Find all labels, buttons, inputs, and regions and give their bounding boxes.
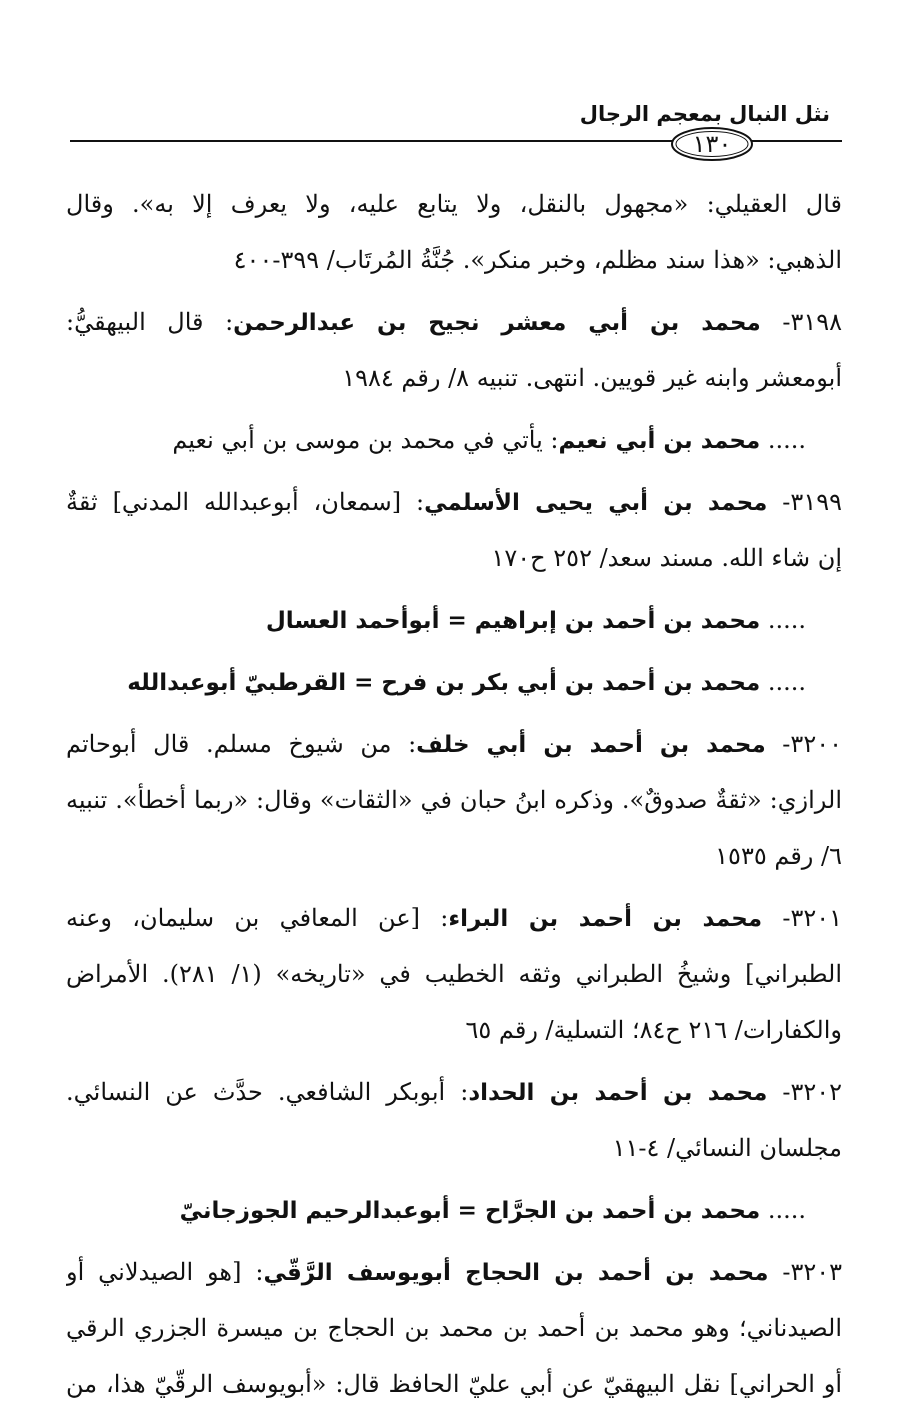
- entry-text: : أبوبكر الشافعي. حدَّث عن النسائي.: [66, 1078, 469, 1106]
- entry-heading: محمد بن أحمد بن الجرَّاح = أبوعبدالرحيم الجوزجانيّ: [179, 1198, 761, 1224]
- text-line: [66, 1300, 842, 1356]
- entry-text: الصيدناني؛ وهو محمد بن أحمد بن محمد بن الحجاج بن ميسرة الجزري الرقي: [66, 1314, 842, 1342]
- entry-text: : يأتي في محمد بن موسى بن أبي نعيم: [172, 426, 559, 454]
- entry-text: : من شيوخ مسلم. قال أبوحاتم: [66, 730, 417, 758]
- entry-text: : [هو الصيدلاني أو: [66, 1258, 264, 1286]
- entry-text: ٣٢٠٣-: [768, 1258, 842, 1286]
- entry-text: ٣١٩٩-: [767, 488, 842, 516]
- text-line: [66, 1002, 842, 1058]
- entry-text: ٣٢٠٢-: [767, 1078, 842, 1106]
- entry-text: : [عن المعافي بن سليمان، وعنه: [66, 904, 449, 932]
- text-line: [66, 294, 842, 350]
- text-line: [66, 530, 842, 586]
- entry: [66, 654, 842, 710]
- entry-heading: محمد بن أحمد بن أبي بكر بن فرح = القرطبيّ أبوعبدالله: [127, 670, 761, 696]
- entry-text: الذهبي: «هذا سند مظلم، وخبر منكر». جُنَّةُ المُرتَاب/ ٣٩٩-٤٠٠: [233, 246, 842, 274]
- entry-text: إن شاء الله. مسند سعد/ ٢٥٢ ح١٧٠: [491, 544, 842, 572]
- page-number-badge: [664, 124, 760, 166]
- entry-heading: محمد بن أحمد بن البراء: [448, 906, 763, 932]
- entry-text: أبومعشر وابنه غير قويين. انتهى. تنبيه ٨/ رقم ١٩٨٤: [342, 364, 842, 392]
- entry-text: ٣٢٠١-: [762, 904, 842, 932]
- entry-heading: محمد بن أحمد بن الحجاج أبويوسف الرَّقّي: [263, 1260, 769, 1286]
- entry-heading: محمد بن أحمد بن الحداد: [468, 1080, 768, 1106]
- entry-text: .....: [760, 1196, 806, 1224]
- entry-text: ٣٢٠٠-: [765, 730, 842, 758]
- text-line: [66, 1064, 842, 1120]
- entry: [66, 474, 842, 586]
- text-line: [66, 1244, 842, 1300]
- entry: [66, 592, 842, 648]
- entry: [66, 716, 842, 884]
- text-line: [66, 1182, 842, 1238]
- text-line: [66, 350, 842, 406]
- entry-text: قال العقيلي: «مجهول بالنقل، ولا يتابع عليه، ولا يعرف إلا به». وقال: [66, 190, 842, 218]
- text-line: [66, 232, 842, 288]
- entry: [66, 294, 842, 406]
- text-line: [66, 946, 842, 1002]
- text-line: [66, 890, 842, 946]
- entry-text: ٣١٩٨-: [760, 308, 842, 336]
- page-number: ١٣٠: [692, 130, 732, 158]
- entry-text: الرازي: «ثقةٌ صدوقٌ». وذكره ابنُ حبان في «الثقات» وقال: «ربما أخطأ». تنبيه: [66, 786, 842, 814]
- entry-text: : قال البيهقيُّ:: [66, 308, 234, 336]
- entry: [66, 176, 842, 288]
- text-line: [66, 716, 842, 772]
- text-line: [66, 772, 842, 828]
- entry-text: مجلسان النسائي/ ٤-١١: [612, 1134, 842, 1162]
- text-line: [66, 176, 842, 232]
- entry-text: : [سمعان، أبوعبدالله المدني] ثقةٌ: [66, 488, 425, 516]
- entry-text: .....: [760, 668, 806, 696]
- page-body: [66, 176, 842, 1418]
- entry-gap: [66, 1412, 842, 1418]
- entry-heading: محمد بن أحمد بن أبي خلف: [416, 732, 766, 758]
- entry-text: الطبراني] وشيخُ الطبراني وثقه الخطيب في «تاريخه» (١/ ٢٨١). الأمراض: [66, 960, 842, 988]
- text-line: [66, 828, 842, 884]
- text-line: [66, 1120, 842, 1176]
- text-line: [66, 474, 842, 530]
- running-header-title: نثل النبال بمعجم الرجال: [579, 102, 830, 126]
- entry-text: والكفارات/ ٢١٦ ح٨٤؛ التسلية/ رقم ٦٥: [465, 1016, 842, 1044]
- entry: [66, 1064, 842, 1176]
- entry-heading: محمد بن أبي يحيى الأسلمي: [424, 490, 768, 516]
- text-line: [66, 654, 842, 710]
- entry-text: ٦/ رقم ١٥٣٥: [715, 842, 842, 870]
- text-line: [66, 412, 842, 468]
- text-line: [66, 1356, 842, 1412]
- entry: [66, 890, 842, 1058]
- text-line: [66, 592, 842, 648]
- entry: [66, 1244, 842, 1412]
- entry-heading: محمد بن أحمد بن إبراهيم = أبوأحمد العسال: [265, 608, 761, 634]
- entry-text: .....: [760, 606, 806, 634]
- entry: [66, 412, 842, 468]
- entry-heading: محمد بن أبي نعيم: [558, 428, 761, 454]
- entry-text: أو الحراني] نقل البيهقيّ عن أبي عليّ الحافظ قال: «أبويوسف الرقّيّ هذا، من: [66, 1370, 842, 1398]
- entry-heading: محمد بن أبي معشر نجيح بن عبدالرحمن: [233, 310, 761, 336]
- entry-text: .....: [760, 426, 806, 454]
- entry: [66, 1182, 842, 1238]
